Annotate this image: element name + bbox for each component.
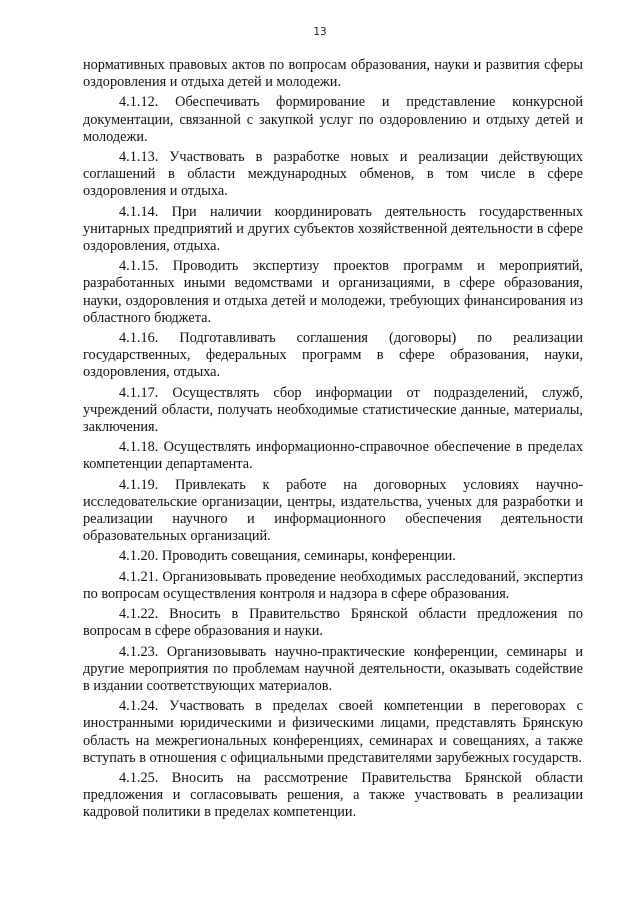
paragraph-4-1-17: 4.1.17. Осуществлять сбор информации от подразделений, служб, учреждений области, получать необходимые статистические данные, материалы, заключения. (83, 384, 583, 436)
paragraph-4-1-16: 4.1.16. Подготавливать соглашения (договоры) по реализации государственных, федеральных программ в сфере образования, науки, оздоровления, отдыха. (83, 330, 583, 381)
paragraph-4-1-12: 4.1.12. Обеспечивать формирование и представление конкурсной документации, связанной с закупкой услуг по оздоровлению и отдыху детей и молодежи. (83, 94, 583, 145)
paragraph-4-1-22: 4.1.22. Вносить в Правительство Брянской области предложения по вопросам в сфере образования и науки. (83, 606, 583, 640)
paragraph-4-1-24: 4.1.24. Участвовать в пределах своей компетенции в переговорах с иностранными юридическими и физическими лицами, представлять Брянскую область на межрегиональных конференциях, семинарах и совещаниях, а также вступать в отношения с официальными представителями зарубежных государств. (83, 698, 583, 766)
paragraph-continuation: нормативных правовых актов по вопросам образования, науки и развития сферы оздоровления и отдыха детей и молодежи. (83, 57, 583, 91)
paragraph-4-1-19: 4.1.19. Привлекать к работе на договорных условиях научно-исследовательские организации, центры, издательства, ученых для разработки и реализации научного и информационного обеспечения деятельности образовательных организаций. (83, 476, 583, 545)
paragraph-4-1-21: 4.1.21. Организовывать проведение необходимых расследований, экспертиз по вопросам осуществления контроля и надзора в сфере образования. (83, 568, 583, 602)
paragraph-4-1-15: 4.1.15. Проводить экспертизу проектов программ и мероприятий, разработанных иными ведомствами и организациями, в сфере образования, науки, оздоровления и отдыха детей и молодежи, требующих финансирования из областного бюджета. (83, 258, 583, 326)
paragraph-4-1-23: 4.1.23. Организовывать научно-практические конференции, семинары и другие мероприятия по проблемам научной деятельности, оказывать содействие в издании соответствующих материалов. (83, 643, 583, 694)
paragraph-4-1-20: 4.1.20. Проводить совещания, семинары, конференции. (119, 548, 456, 565)
paragraph-4-1-13: 4.1.13. Участвовать в разработке новых и реализации действующих соглашений в области международных обменов, в том числе в сфере оздоровления и отдыха. (83, 149, 583, 200)
paragraph-4-1-18: 4.1.18. Осуществлять информационно-справочное обеспечение в пределах компетенции департамента. (83, 439, 583, 473)
page-number: 13 (313, 26, 327, 38)
paragraph-4-1-14: 4.1.14. При наличии координировать деятельность государственных унитарных предприятий и других субъектов хозяйственной деятельности в сфере оздоровления, отдыха. (83, 203, 583, 255)
document-body (83, 57, 583, 822)
paragraph-4-1-25: 4.1.25. Вносить на рассмотрение Правительства Брянской области предложения и согласовывать решения, а также участвовать в реализации кадровой политики в пределах компетенции. (83, 769, 583, 821)
